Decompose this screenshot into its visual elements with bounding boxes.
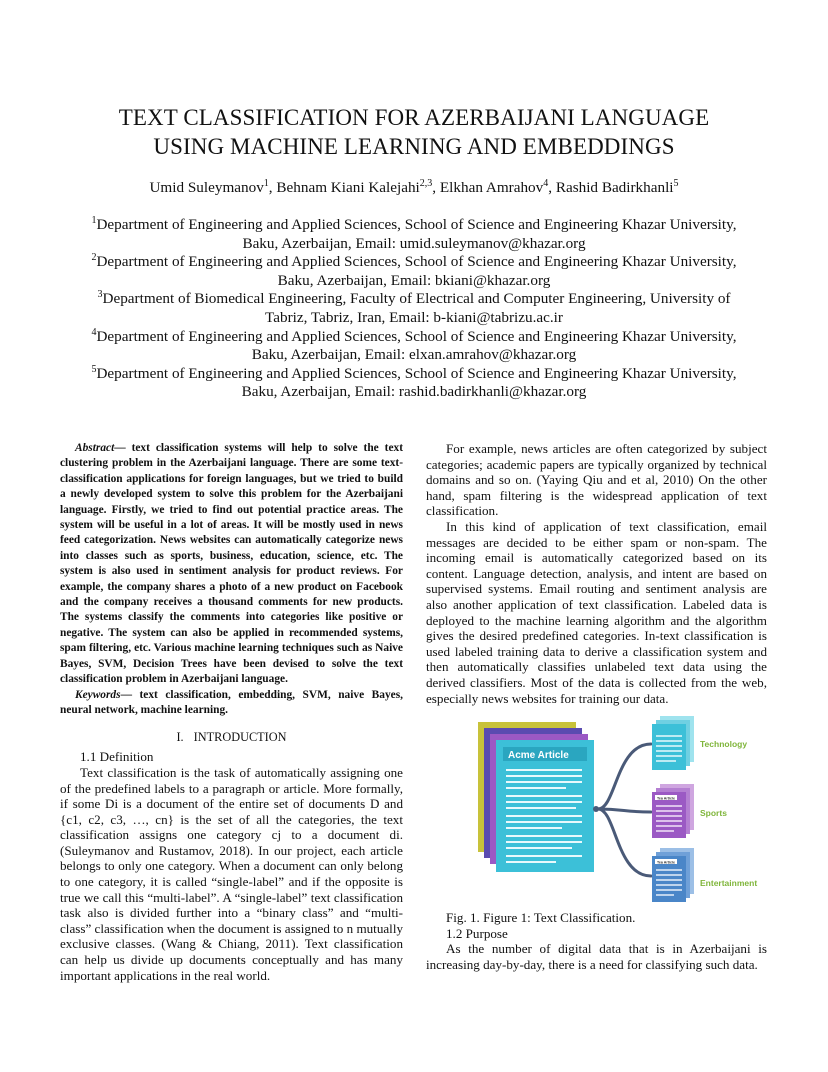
sports-article-label: Tea Article xyxy=(657,796,675,801)
keywords-text: — text classification, embedding, SVM, naive Bayes, neural network, machine learning. xyxy=(60,688,403,716)
abstract-label: Abstract xyxy=(75,442,115,454)
classification-diagram xyxy=(426,714,767,910)
author-list xyxy=(40,178,788,198)
left-column xyxy=(60,441,403,983)
figure-text-classification xyxy=(426,714,767,910)
abstract xyxy=(60,441,403,688)
author-name: Rashid Badirkhanli xyxy=(555,179,674,196)
keywords-label: Keywords xyxy=(75,688,121,701)
author-name: Elkhan Amrahov xyxy=(439,179,544,196)
entertainment-stack xyxy=(652,848,694,902)
abstract-text: — text classification systems will help to solve the text clustering problem in the Azerbaijani language. There are some text-classification applications for foreign languages, but we tried to build a newly developed system to solve this problem for the Azerbaijani language. Firstly, we tried to find out potential practice areas. The system will be useful in a lot of areas. It will be mostly used in news feed categorization. News websites can automatically categorize news into classes such as sports, business, education, science, etc. The system is also used in sentiment analysis for product reviews. For example, the company shares a photo of a new product on Facebook and the company receives a thousand comments for new products. The systems classify the comments into categories like positive or negative. The system can also be applied in recommended systems, spam filtering, etc. Various machine learning techniques such as Naive Bayes, SVM, Decision Trees have been devised to solve the text classification problem in Azerbaijani language. xyxy=(60,442,403,686)
keywords xyxy=(60,688,403,719)
branch-sports xyxy=(598,809,651,812)
affiliation-line: Tabriz, Tabriz, Iran, Email: b-kiani@tabrizu.ac.ir xyxy=(265,308,563,326)
affiliation-line xyxy=(40,290,788,309)
affiliation-text: Department of Engineering and Applied Sciences, School of Science and Engineering Khazar University, xyxy=(96,216,737,233)
technology-stack xyxy=(652,716,694,770)
affiliation-text: Department of Engineering and Applied Sciences, School of Science and Engineering Khazar University, xyxy=(96,364,737,382)
category-label-technology: Technology xyxy=(700,739,748,750)
branch-connectors xyxy=(598,744,651,876)
affiliation-line xyxy=(40,365,788,384)
affiliation-line xyxy=(40,216,788,235)
author-affiliation-mark: 5 xyxy=(673,177,679,189)
subsection-purpose: 1.2 Purpose xyxy=(446,925,508,941)
category-label-sports: Sports xyxy=(700,808,727,819)
affiliation-mark: 1 xyxy=(91,214,97,226)
author-affiliation-mark: 2,3 xyxy=(419,177,433,189)
section-heading-introduction xyxy=(60,730,403,745)
affiliation-line: Baku, Azerbaijan, Email: elxan.amrahov@khazar.org xyxy=(251,346,577,364)
affiliation-line xyxy=(40,328,788,347)
author-name: Umid Suleymanov xyxy=(149,179,264,196)
category-label-entertainment: Entertainment xyxy=(700,878,758,889)
affiliation-mark: 5 xyxy=(91,363,97,375)
entertainment-article-label: Tea Article xyxy=(657,860,675,865)
affiliation-text: Department of Biomedical Engineering, Faculty of Electrical and Computer Engineering, University of xyxy=(102,290,731,308)
affiliation-mark: 2 xyxy=(91,252,97,264)
affiliation-line: Baku, Azerbaijan, Email: umid.suleymanov@khazar.org xyxy=(242,234,586,252)
affiliation-text: Department of Engineering and Applied Sciences, School of Science and Engineering Khazar University, xyxy=(96,327,737,345)
branch-entertainment xyxy=(598,809,651,876)
author-affiliation-mark: 1 xyxy=(263,177,269,189)
sports-stack xyxy=(652,784,694,838)
affiliation-mark: 3 xyxy=(97,289,103,301)
right-column xyxy=(426,441,767,972)
section-title-first: I xyxy=(193,730,198,745)
affiliation-line xyxy=(40,253,788,272)
branch-technology xyxy=(598,744,651,809)
affiliation-line: Baku, Azerbaijan, Email: rashid.badirkhanli@khazar.org xyxy=(241,383,587,401)
author-affiliation-mark: 4 xyxy=(543,177,549,189)
affiliation-mark: 4 xyxy=(91,326,97,338)
branch-origin-dot xyxy=(593,806,599,812)
paragraph-purpose: As the number of digital data that is in Azerbaijani is increasing day-by-day, there is a need for classifying such data. xyxy=(426,941,767,972)
affiliation-line: Baku, Azerbaijan, Email: bkiani@khazar.org xyxy=(277,271,551,289)
author-separator: , xyxy=(432,179,440,196)
main-article-label: Acme Article xyxy=(508,750,569,762)
paragraph-spam: In this kind of application of text classification, email messages are decided to be either spam or non-spam. The incoming email is automatically categorized based on its content. Language detection, analysis, and intent are based on supervised systems. Email routing and sentiment analysis are also another application of text classification. Labeled data is deployed to the machine learning algorithm and the algorithm gives the desired predefined categories. In-text classification is used labeled training data to derive a classification system and then automatically classifies unlabeled text data using the derived classifiers. Most of the data is collected from the web, especially news websites for training our data. xyxy=(426,518,767,706)
paragraph-definition: Text classification is the task of automatically assigning one of the predefined labels to a paragraph or article. More formally, if some Di is a document of the entire set of documents D and {c1, c2, c3, …, cn} is the set of all the categories, the text classification assigns one category cj to a document di. (Suleymanov and Rustamov, 2018). In our project, each article belongs to only one category. When a document can only belong to one category, it is called “single-label” and if the opposite is true we call this “multi-label”. A “single-label” text classification task also is divided further into a “binary class” and “multi-class” classification when the document is assigned to n mutually exclusive classes. (Wang & Chiang, 2011). Text classification can help us divide up documents conceptually and has many important applications in the real world. xyxy=(60,764,403,983)
author-separator: , xyxy=(268,179,277,196)
section-title-rest: NTRODUCTION xyxy=(197,730,287,745)
author-separator: , xyxy=(548,179,556,196)
affiliation-list xyxy=(40,216,788,402)
title-line-1: TEXT CLASSIFICATION FOR AZERBAIJANI LANGUAGE xyxy=(118,105,710,130)
paper-title xyxy=(40,103,788,161)
subsection-definition: 1.1 Definition xyxy=(80,749,154,765)
affiliation-text: Department of Engineering and Applied Sciences, School of Science and Engineering Khazar University, xyxy=(96,253,737,271)
paragraph-example: For example, news articles are often categorized by subject categories; academic papers are typically organized by technical domains and so on. (Yaying Qiu and et al, 2010) On the other hand, spam filtering is the widespread application of text classification. xyxy=(426,441,767,519)
author-name: Behnam Kiani Kalejahi xyxy=(276,179,420,196)
section-number: I. xyxy=(176,730,184,745)
title-line-2: USING MACHINE LEARNING AND EMBEDDINGS xyxy=(153,134,675,159)
figure-caption: Fig. 1. Figure 1: Text Classification. xyxy=(446,910,636,926)
